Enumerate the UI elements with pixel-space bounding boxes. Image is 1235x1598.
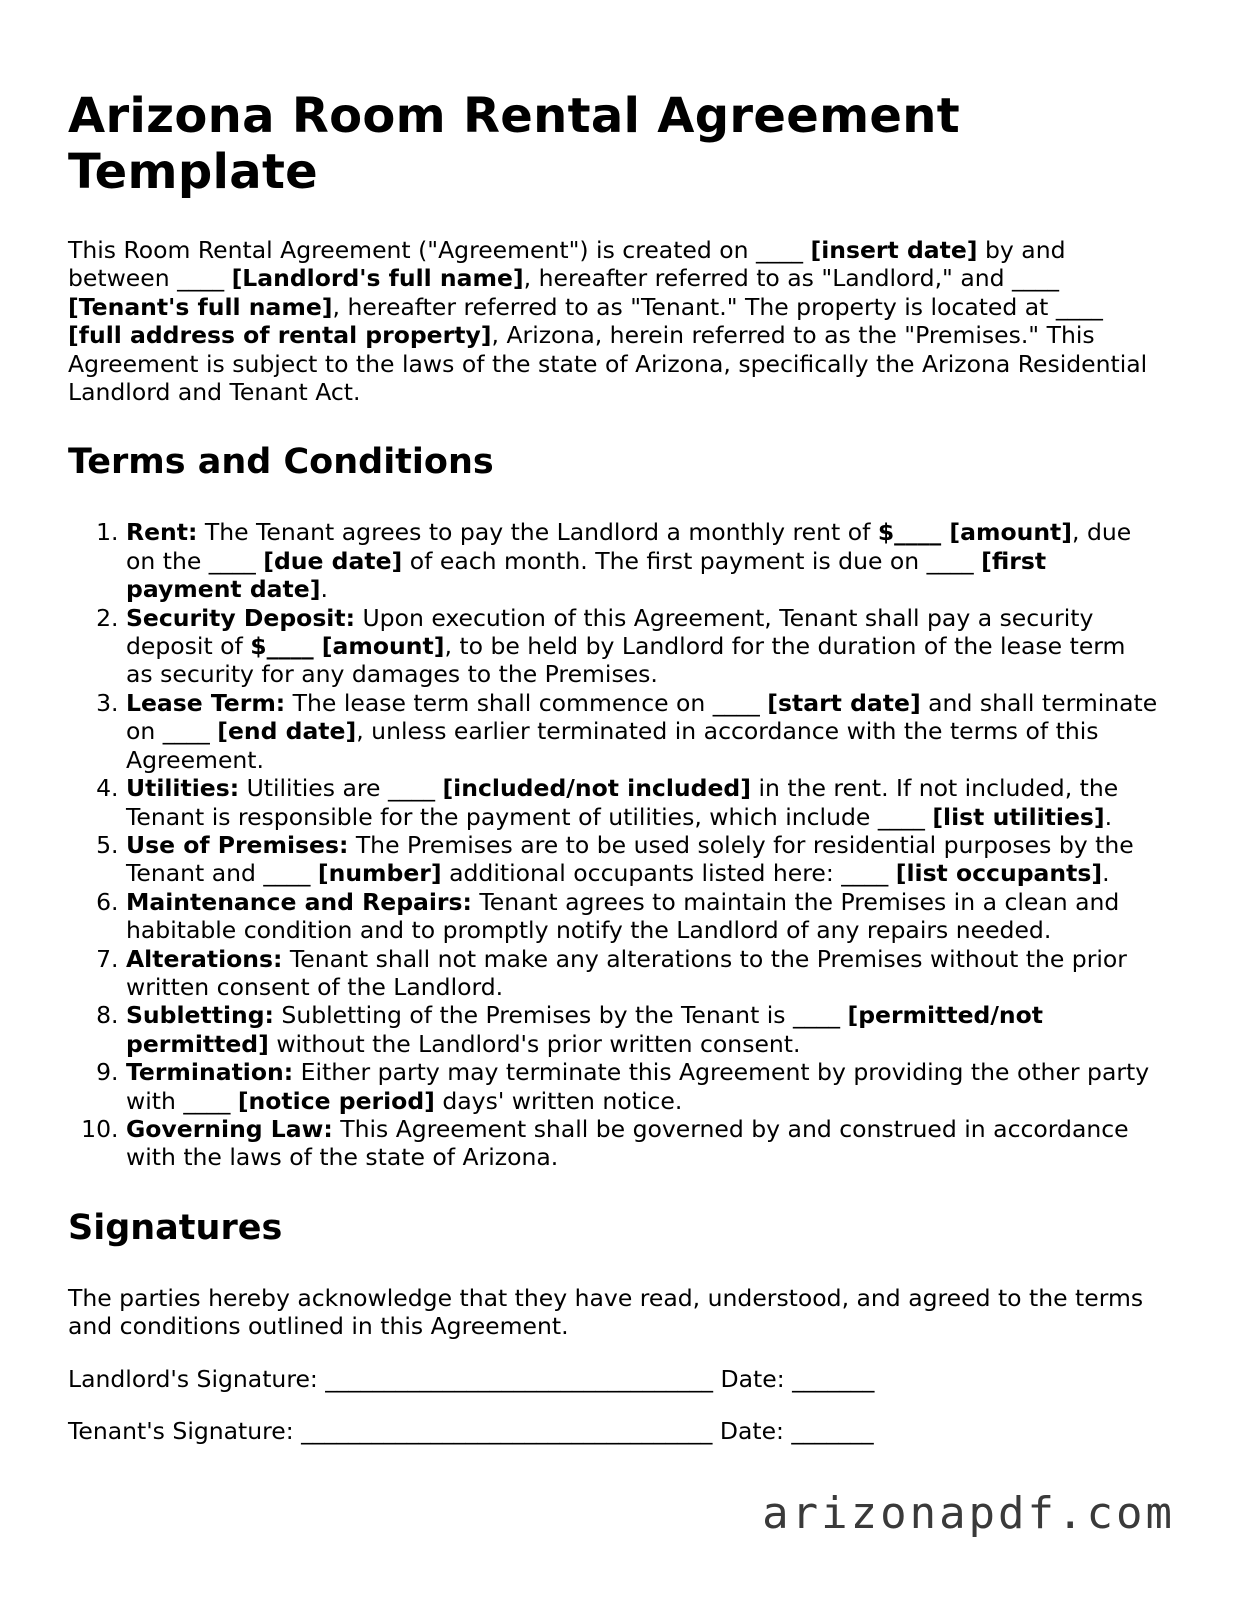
term-text: Either party may terminate this Agreement by providing the other party with ____ — [126, 1058, 1150, 1115]
term-placeholder: [list utilities] — [932, 802, 1105, 831]
term-label: Rent: — [126, 518, 198, 547]
term-text: Utilities are ____ — [239, 774, 443, 803]
term-text: Subletting of the Premises by the Tenant is ____ — [273, 1001, 848, 1030]
term-placeholder: [start date] — [767, 688, 921, 717]
term-text: . — [1102, 859, 1110, 888]
term-label: Use of Premises: — [126, 830, 349, 859]
term-text: , unless earlier terminated in accordance with the terms of this Agreement. — [126, 717, 1099, 774]
term-label: Utilities: — [126, 774, 240, 803]
tenant-signature-line: Tenant's Signature: ___________________________________ Date: _______ — [68, 1416, 874, 1445]
term-placeholder: [end date] — [217, 717, 357, 746]
term-placeholder: $____ [amount] — [877, 518, 1073, 547]
intro-text-2: by and between ____ — [68, 236, 1066, 293]
term-placeholder: [due date] — [263, 546, 403, 575]
term-rent — [126, 518, 1158, 603]
term-use-of-premises — [126, 831, 1158, 888]
term-text: Tenant agrees to maintain the Premises in a clean and habitable condition and to promptly notify the Landlord of any repairs needed. — [126, 887, 1120, 945]
signatures-heading: Signatures — [68, 1207, 283, 1248]
term-text: Upon execution of this Agreement, Tenant shall pay a security deposit of — [126, 603, 1094, 661]
placeholder-property-address: [full address of rental property] — [68, 321, 492, 350]
intro-text-3: , hereafter referred to as "Landlord," and ____ — [523, 264, 1059, 293]
term-text: . — [320, 575, 328, 604]
term-placeholder: [notice period] — [237, 1086, 435, 1115]
term-placeholder: [included/not included] — [442, 774, 751, 803]
term-text: and shall terminate on ____ — [126, 688, 1158, 746]
term-lease-term — [126, 689, 1158, 774]
term-text: of each month. The first payment is due on ____ — [402, 546, 982, 575]
intro-paragraph — [68, 236, 1158, 406]
term-termination — [126, 1058, 1158, 1115]
term-label: Alterations: — [126, 944, 283, 973]
term-text: This Agreement shall be governed by and construed in accordance with the laws of the state of Arizona. — [126, 1114, 1129, 1172]
term-label: Lease Term: — [126, 688, 286, 717]
term-text: additional occupants listed here: ____ — [441, 859, 896, 888]
term-text: in the rent. If not included, the Tenant is responsible for the payment of utilities, which include ____ — [126, 774, 1119, 831]
watermark: arizonapdf.com — [762, 1488, 1175, 1539]
intro-text-4: , hereafter referred to as "Tenant." The property is located at ____ — [332, 292, 1103, 321]
term-placeholder: [first payment date] — [126, 546, 1047, 604]
term-label: Maintenance and Repairs: — [126, 887, 472, 916]
term-utilities — [126, 774, 1158, 831]
term-text: , due on the ____ — [126, 518, 1132, 575]
term-text: Tenant shall not make any alterations to the Premises without the prior written consent of the Landlord. — [126, 944, 1127, 1001]
landlord-signature-line: Landlord's Signature: _________________________________ Date: _______ — [68, 1364, 875, 1393]
term-label: Security Deposit: — [126, 603, 355, 632]
placeholder-landlord-name: [Landlord's full name] — [231, 264, 524, 293]
term-text: The Tenant agrees to pay the Landlord a monthly rent of — [197, 518, 878, 547]
terms-list — [68, 518, 1158, 1171]
term-governing-law — [126, 1115, 1158, 1172]
term-subletting — [126, 1001, 1158, 1058]
term-placeholder: $____ [amount] — [250, 632, 445, 661]
term-text: , to be held by Landlord for the duration of the lease term as security for any damages to the Premises. — [126, 632, 1126, 689]
signatures-intro: The parties hereby acknowledge that they have read, understood, and agreed to the terms and conditions outlined in this Agreement. — [68, 1283, 1144, 1341]
document-title: Arizona Room Rental Agreement Template — [68, 88, 960, 200]
term-security-deposit — [126, 604, 1158, 689]
term-text: days' written notice. — [434, 1086, 683, 1115]
placeholder-insert-date: [insert date] — [810, 236, 978, 264]
term-text: The lease term shall commence on ____ — [285, 688, 768, 717]
document-page — [68, 88, 1158, 1445]
term-placeholder: [permitted/not permitted] — [126, 1001, 1044, 1058]
term-text: . — [1104, 802, 1113, 831]
term-maintenance — [126, 888, 1158, 945]
term-placeholder: [list occupants] — [895, 859, 1103, 888]
term-text: The Premises are to be used solely for residential purposes by the Tenant and ____ — [126, 830, 1134, 888]
intro-text-1: This Room Rental Agreement ("Agreement") is created on ____ — [68, 236, 811, 264]
term-label: Subletting: — [126, 1001, 274, 1030]
term-label: Governing Law: — [126, 1114, 333, 1143]
intro-text-5: , Arizona, herein referred to as the "Premises." This Agreement is subject to the laws of the state of Arizona, specifically the Arizona Residential Landlord and Tenant Act. — [68, 321, 1148, 407]
term-alterations — [126, 945, 1158, 1002]
placeholder-tenant-name: [Tenant's full name] — [68, 292, 333, 321]
term-placeholder: [number] — [317, 859, 442, 888]
terms-heading: Terms and Conditions — [68, 442, 494, 483]
term-text: without the Landlord's prior written consent. — [268, 1029, 801, 1058]
term-label: Termination: — [126, 1058, 294, 1087]
